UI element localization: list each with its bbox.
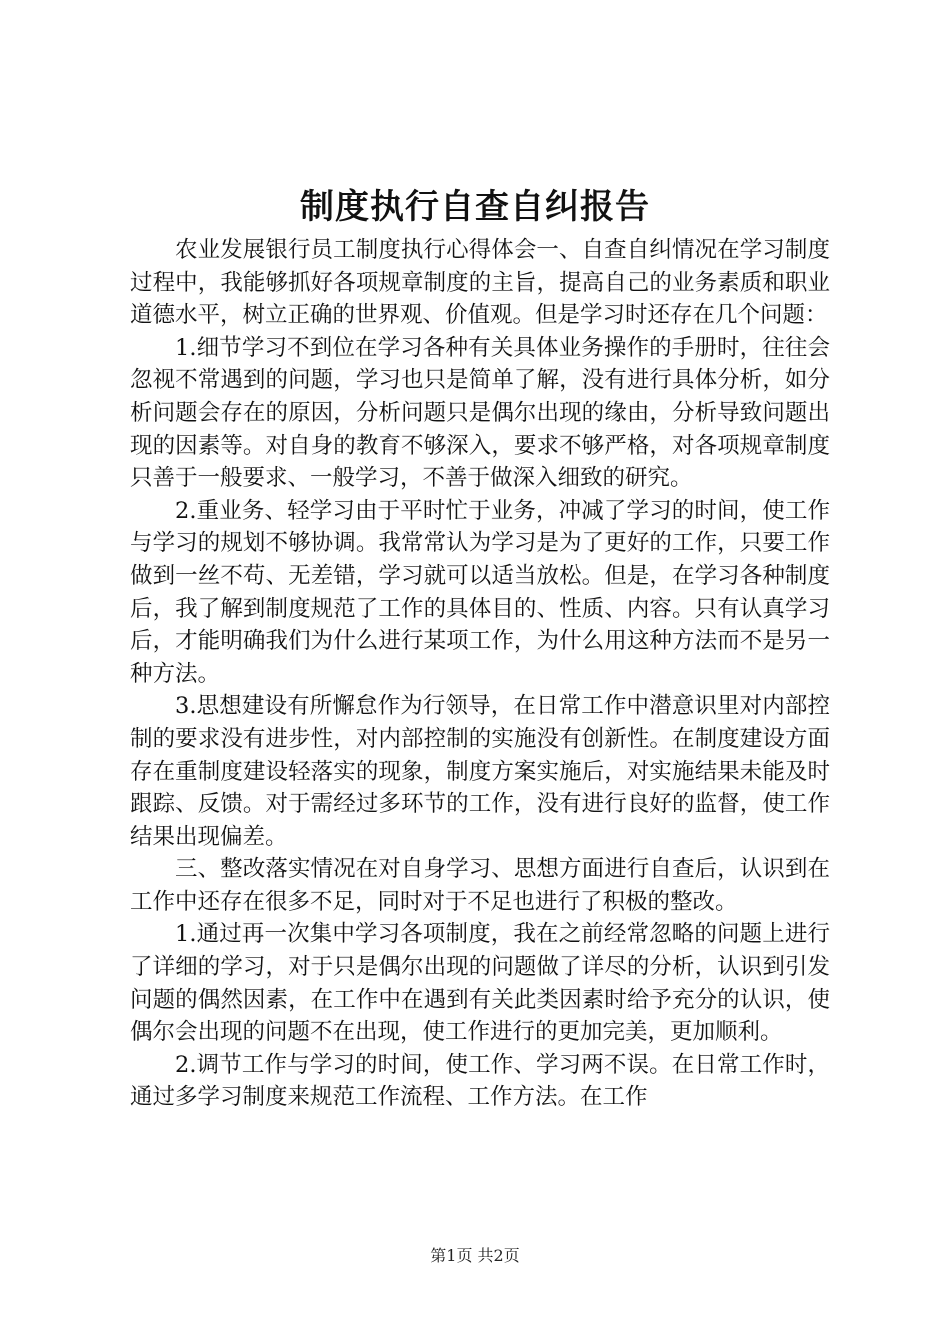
paragraph-issue-3: 3.思想建设有所懈怠作为行领导，在日常工作中潜意识里对内部控制的要求没有进步性，对内部控制的实施没有创新性。在制度建设方面存在重制度建设轻落实的现象，制度方案实施后，对实施结果未能及时跟踪、反馈。对于需经过多环节的工作，没有进行良好的监督，使工作结果出现偏差。 — [130, 693, 830, 850]
paragraph-intro: 农业发展银行员工制度执行心得体会一、自查自纠情况在学习制度过程中，我能够抓好各项规章制度的主旨，提高自己的业务素质和职业道德水平，树立正确的世界观、价值观。但是学习时还存在几个问题： — [130, 237, 830, 329]
paragraph-rectification-1: 1.通过再一次集中学习各项制度，我在之前经常忽略的问题上进行了详细的学习，对于只是偶尔出现的问题做了详尽的分析，认识到引发问题的偶然因素，在工作中在遇到有关此类因素时给予充分的认识，使偶尔会出现的问题不在出现，使工作进行的更加完美，更加顺利。 — [130, 921, 830, 1046]
page-footer: 第1页 共2页 — [430, 1246, 520, 1265]
paragraph-rectification-heading: 三、整改落实情况在对自身学习、思想方面进行自查后，认识到在工作中还存在很多不足，同时对于不足也进行了积极的整改。 — [130, 856, 830, 915]
paragraph-issue-1: 1.细节学习不到位在学习各种有关具体业务操作的手册时，往往会忽视不常遇到的问题，学习也只是简单了解，没有进行具体分析，如分析问题会存在的原因，分析问题只是偶尔出现的缘由，分析导致问题出现的因素等。对自身的教育不够深入，要求不够严格，对各项规章制度只善于一般要求、一般学习，不善于做深入细致的研究。 — [130, 334, 830, 492]
document-title: 制度执行自查自纠报告 — [300, 187, 650, 227]
paragraph-issue-2: 2.重业务、轻学习由于平时忙于业务，冲减了学习的时间，使工作与学习的规划不够协调。我常常认为学习是为了更好的工作，只要工作做到一丝不苟、无差错，学习就可以适当放松。但是，在学习各种制度后，我了解到制度规范了工作的具体目的、性质、内容。只有认真学习后，才能明确我们为什么进行某项工作，为什么用这种方法而不是另一种方法。 — [130, 497, 830, 687]
document-body — [130, 234, 830, 1114]
paragraph-rectification-2: 2.调节工作与学习的时间，使工作、学习两不误。在日常工作时，通过多学习制度来规范工作流程、工作方法。在工作 — [130, 1051, 830, 1111]
